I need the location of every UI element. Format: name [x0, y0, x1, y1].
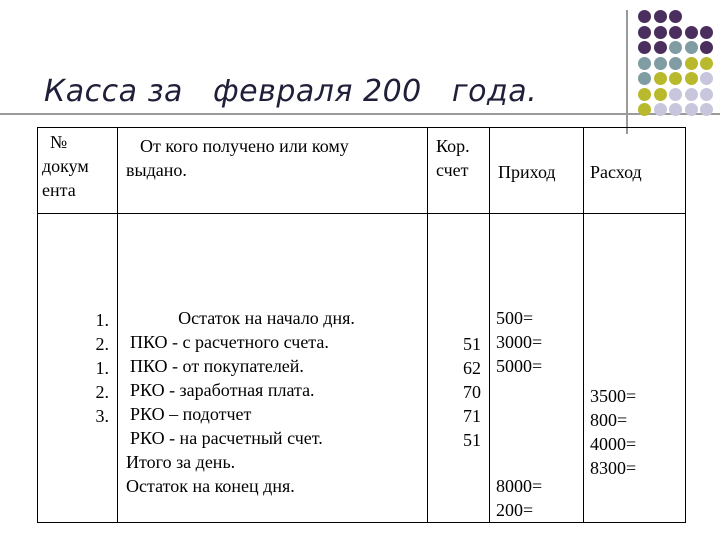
doc-number: 1.	[95, 358, 109, 378]
rashod-value: 4000=	[590, 434, 637, 454]
header-from-to: От кого получено или кому выдано.	[118, 128, 428, 214]
header-rashod: Расход	[584, 128, 686, 214]
opening-balance-label: Остаток на начало дня.	[178, 308, 355, 328]
decor-dot	[669, 72, 682, 85]
page-title: Касса за февраля 200 года.	[44, 74, 538, 109]
decor-dot	[654, 72, 667, 85]
decor-dot	[669, 88, 682, 101]
decor-dot	[638, 10, 651, 23]
decor-dot	[638, 88, 651, 101]
decor-dot	[654, 26, 667, 39]
kor-account: 51	[463, 334, 481, 354]
prihod-value: 3000=	[496, 332, 543, 352]
decor-dot	[638, 26, 651, 39]
rashod-column	[584, 214, 686, 523]
decor-dot	[700, 103, 713, 116]
decor-dot	[654, 88, 667, 101]
decor-dot	[669, 103, 682, 116]
decor-dot	[685, 103, 698, 116]
prihod-value: 500=	[496, 308, 534, 328]
decor-dot	[700, 88, 713, 101]
operation-description: РКО – подотчет	[130, 404, 252, 424]
table-header-row	[38, 128, 686, 214]
decor-dot	[700, 41, 713, 54]
decor-dot	[685, 88, 698, 101]
prihod-closing-balance: 200=	[496, 500, 534, 520]
decor-dot	[654, 57, 667, 70]
decor-dot	[654, 41, 667, 54]
header-prihod: Приход	[490, 128, 584, 214]
operation-description: ПКО - от покупателей.	[130, 356, 304, 376]
decor-dot	[669, 10, 682, 23]
decor-dot-grid	[638, 10, 716, 122]
doc-number: 2.	[95, 382, 109, 402]
decor-dot	[700, 57, 713, 70]
doc-number: 3.	[95, 406, 109, 426]
header-doc-number: № докум ента	[38, 128, 118, 214]
decor-horizontal-line	[0, 113, 720, 115]
kor-account: 71	[463, 406, 481, 426]
decor-dot	[654, 10, 667, 23]
decor-dot	[638, 72, 651, 85]
decor-dot	[700, 26, 713, 39]
decor-vertical-line	[626, 10, 628, 134]
operation-description: ПКО - с расчетного счета.	[130, 332, 329, 352]
decor-dot	[638, 41, 651, 54]
cash-table	[37, 127, 686, 523]
doc-number-column	[38, 214, 118, 523]
decor-dot	[669, 26, 682, 39]
kor-account: 62	[463, 358, 481, 378]
decor-dot	[669, 57, 682, 70]
rashod-total-day: 8300=	[590, 458, 637, 478]
decor-dot	[685, 72, 698, 85]
prihod-total-day: 8000=	[496, 476, 543, 496]
prihod-value: 5000=	[496, 356, 543, 376]
decor-dot	[685, 41, 698, 54]
decor-dot	[685, 57, 698, 70]
kor-account: 51	[463, 430, 481, 450]
total-day-label: Итого за день.	[126, 452, 236, 472]
rashod-value: 800=	[590, 410, 628, 430]
header-kor-account: Кор. счет	[428, 128, 490, 214]
table-body-row	[38, 214, 686, 523]
decor-dot	[685, 26, 698, 39]
doc-number: 1.	[95, 310, 109, 330]
kor-account-column	[428, 214, 490, 523]
closing-balance-label: Остаток на конец дня.	[126, 476, 295, 496]
operation-description: РКО - заработная плата.	[130, 380, 315, 400]
doc-number: 2.	[95, 334, 109, 354]
rashod-value: 3500=	[590, 386, 637, 406]
description-column	[118, 214, 428, 523]
decor-dot	[654, 103, 667, 116]
decor-dot	[638, 103, 651, 116]
prihod-column	[490, 214, 584, 523]
decor-dot	[669, 41, 682, 54]
kor-account: 70	[463, 382, 481, 402]
decor-dot	[638, 57, 651, 70]
decor-dot	[700, 72, 713, 85]
operation-description: РКО - на расчетный счет.	[130, 428, 323, 448]
